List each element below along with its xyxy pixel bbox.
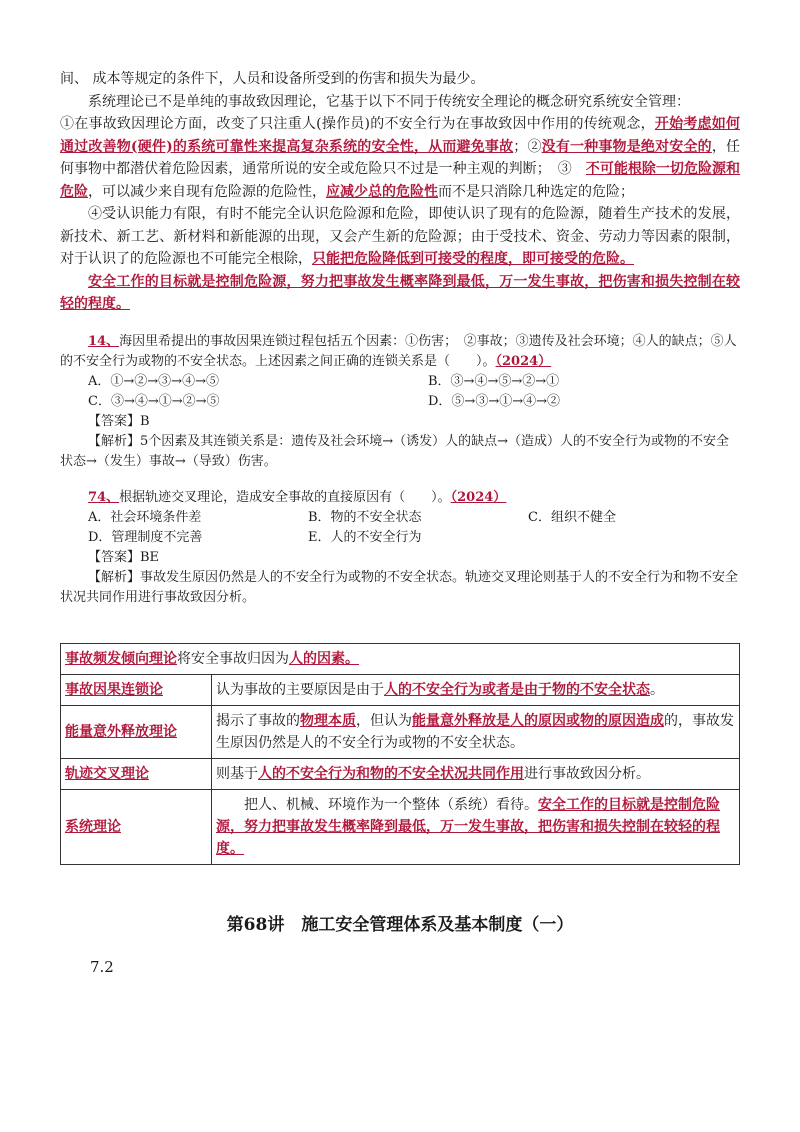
theory-table — [60, 643, 740, 865]
analysis: 【解析】事故发生原因仍然是人的不安全行为或物的不安全状态。轨迹交叉理论则基于人的不安全行为和物不安全状况共同作用进行事故致因分析。 — [60, 569, 739, 605]
option: D．⑤→③→①→④→② — [428, 393, 560, 409]
option: B．物的不安全状态 — [308, 509, 422, 525]
theory-name: 系统理论 — [61, 790, 212, 865]
table-row — [61, 706, 740, 759]
year-tag: （2024） — [450, 489, 507, 505]
theory-name: 轨迹交叉理论 — [61, 759, 212, 790]
table-row — [61, 759, 740, 790]
table-row — [61, 790, 740, 865]
question-number: 14、 — [88, 333, 120, 349]
answer: 【答案】B — [88, 413, 150, 429]
question-74 — [60, 488, 740, 608]
table-cell: 事故频发倾向理论将安全事故归因为人的因素。 — [61, 644, 740, 675]
highlight: 不可能根除一切危险源和危险 — [60, 161, 741, 200]
options — [60, 508, 740, 548]
option: D．管理制度不完善 — [88, 529, 203, 545]
table-row — [61, 675, 740, 706]
paragraph: 间、 成本等规定的条件下，人员和设备所受到的伤害和损失为最少。 — [60, 71, 485, 87]
option: B．③→④→⑤→②→① — [428, 373, 560, 389]
analysis: 【解析】5个因素及其连锁关系是：遗传及社会环境→（诱发）人的缺点→（造成）人的不安全行为或物的不安全状态→（发生）事故→（导致）伤害。 — [60, 433, 730, 469]
question-stem: 74、根据轨迹交叉理论，造成安全事故的直接原因有（ ）。（2024） — [88, 489, 507, 505]
answer: 【答案】BE — [88, 549, 160, 565]
option: A．社会环境条件差 — [88, 509, 202, 525]
option: C．③→④→①→②→⑤ — [88, 393, 220, 409]
option: E．人的不安全行为 — [308, 529, 422, 545]
question-number: 74、 — [88, 489, 120, 505]
table-cell: 认为事故的主要原因是由于人的不安全行为或者是由于物的不安全状态。 — [212, 675, 740, 706]
theory-name: 能量意外释放理论 — [61, 706, 212, 759]
paragraph: ①在事故致因理论方面，改变了只注重人(操作员)的不安全行为在事故致因中作用的传统观念，开始考虑如何通过改善物(硬件)的系统可靠性来提高复杂系统的安全性，从而避免事故；②没有一种事物是绝对安全的，任何事物中都潜伏着危险因素，通常所说的安全或危险只不过是一种主观的判断； ③ 不可能根除一切危险源和危险，可以减少来自现有危险源的危险性，应减少总的危险性而不是只消除几种选定的危险； — [60, 116, 741, 200]
highlight: 安全工作的目标就是控制危险源，努力把事故发生概率降到最低，万一发生事故，把伤害和损失控制在较轻的程度。 — [60, 273, 740, 312]
highlight: 只能把危险降低到可接受的程度，即可接受的危险。 — [312, 251, 634, 267]
document-body — [60, 68, 740, 608]
year-tag: （2024） — [495, 353, 552, 369]
paragraph: ④受认识能力有限，有时不能完全认识危险源和危险，即使认识了现有的危险源，随着生产技术的发展，新技术、新工艺、新材料和新能源的出现，又会产生新的危险源；由于受技术、资金、劳动力等因素的限制，对于认识了的危险源也不可能完全根除，只能把危险降低到可接受的程度，即可接受的危险。 — [60, 206, 740, 267]
table-row — [61, 644, 740, 675]
paragraph: 系统理论已不是单纯的事故致因理论，它基于以下不同于传统安全理论的概念研究系统安全管理： — [88, 93, 690, 110]
option: C．组织不健全 — [528, 509, 616, 525]
highlight: 应减少总的危险性 — [326, 183, 438, 200]
question-stem: 14、海因里希提出的事故因果连锁过程包括五个因素：①伤害； ②事故；③遗传及社会环境；④人的缺点；⑤人的不安全行为或物的不安全状态。上述因素之间正确的连锁关系是（ ）。（2024） — [60, 333, 737, 369]
theory-name: 事故因果连锁论 — [61, 675, 212, 706]
table-cell: 则基于人的不安全行为和物的不安全状况共同作用进行事故致因分析。 — [212, 759, 740, 790]
highlight: 开始考虑如何通过改善物(硬件)的系统可靠性来提高复杂系统的安全性，从而避免事故 — [60, 116, 741, 155]
question-14 — [60, 332, 740, 472]
table-cell: 把人、机械、环境作为一个整体（系统）看待。安全工作的目标就是控制危险源，努力把事故发生概率降到最低，万一发生事故，把伤害和损失控制在较轻的程度。 — [212, 790, 740, 865]
table-cell: 揭示了事故的物理本质，但认为能量意外释放是人的原因或物的原因造成的，事故发生原因仍然是人的不安全行为或物的不安全状态。 — [212, 706, 740, 759]
lecture-heading: 第68讲 施工安全管理体系及基本制度（一） — [226, 915, 574, 935]
section-number: 7.2 — [90, 958, 114, 976]
option: A．①→②→③→④→⑤ — [88, 373, 219, 389]
paragraph — [60, 271, 740, 316]
options — [60, 372, 740, 412]
highlight: 没有一种事物是绝对安全的 — [541, 138, 712, 155]
